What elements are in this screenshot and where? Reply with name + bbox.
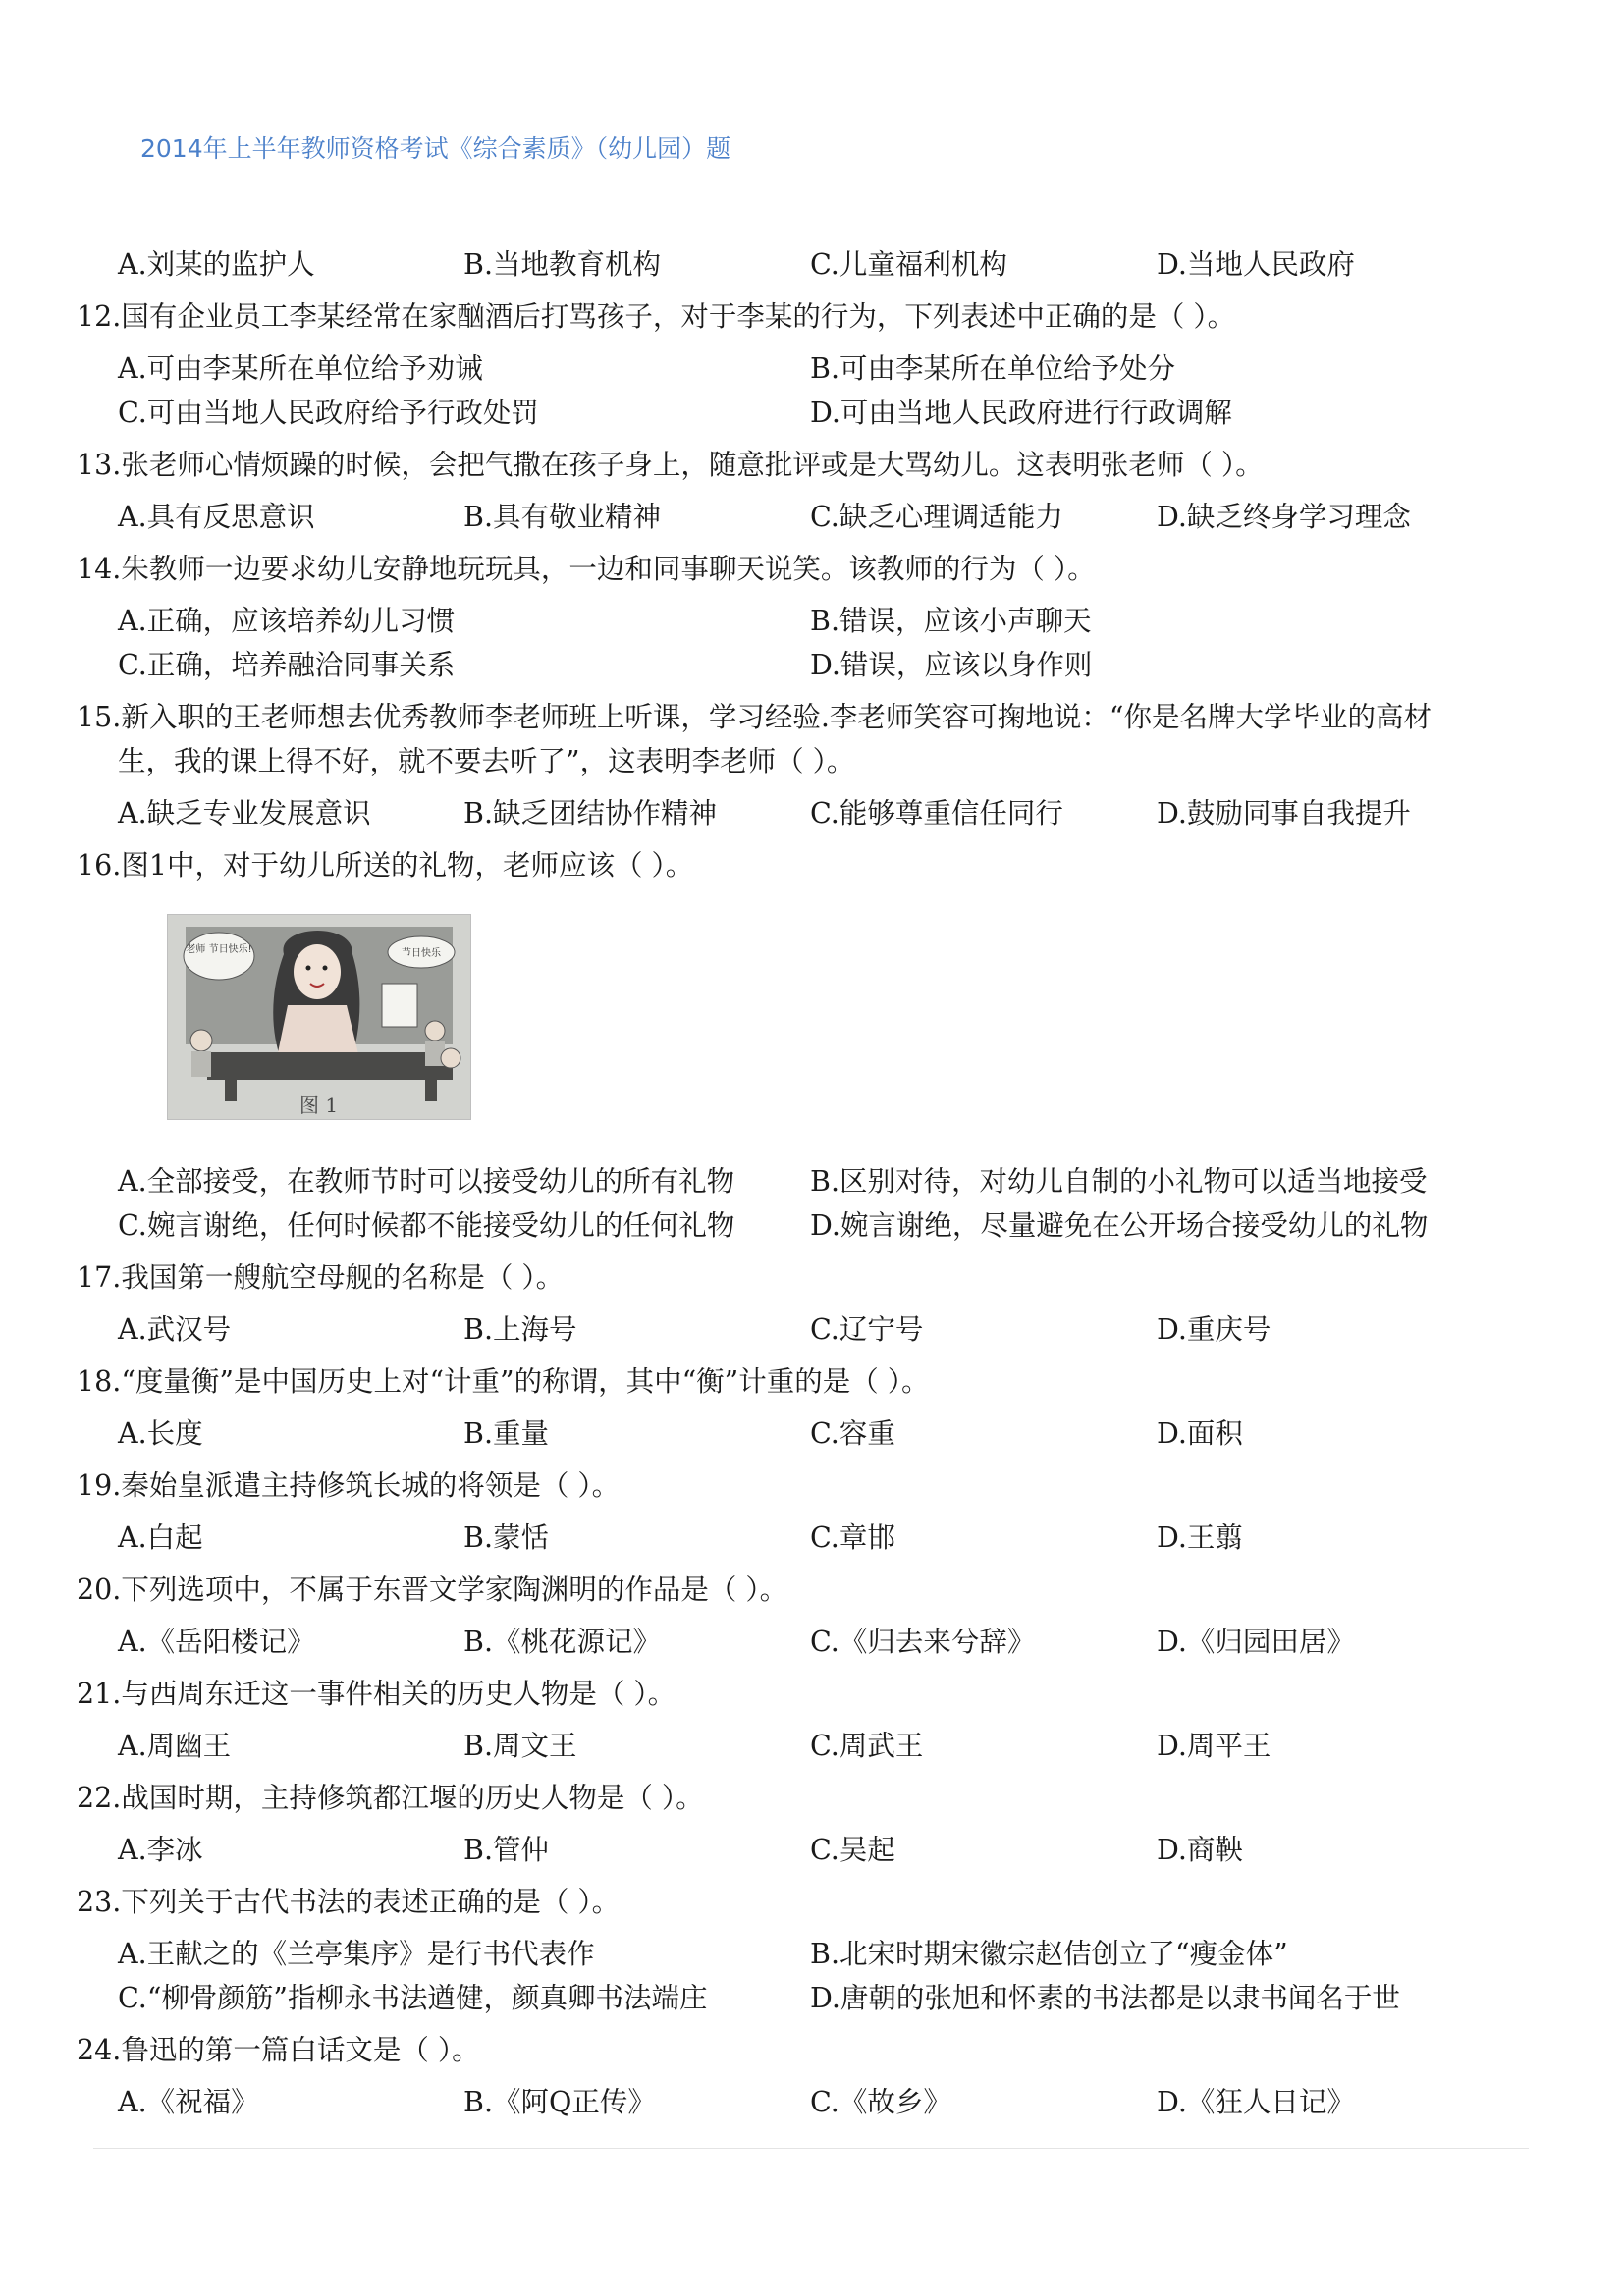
q18-option-a: A.长度 — [118, 1417, 203, 1450]
q23-stem: 23.下列关于古代书法的表述正确的是（ ）。 — [77, 1886, 621, 1918]
q11-option-c: C.儿童福利机构 — [810, 248, 1007, 281]
q19-option-b: B.蒙恬 — [463, 1522, 550, 1554]
footer-divider — [93, 2148, 1529, 2149]
figure-bubble-left-text: 老师 节日快乐! — [186, 944, 252, 955]
q14-option-b: B.错误，应该小声聊天 — [810, 605, 1092, 637]
q22-option-d: D.商鞅 — [1157, 1834, 1243, 1866]
q21-option-b: B.周文王 — [463, 1730, 577, 1762]
q17-option-b: B.上海号 — [463, 1313, 577, 1346]
q14-stem: 14.朱教师一边要求幼儿安静地玩玩具，一边和同事聊天说笑。该教师的行为（ ）。 — [77, 553, 1096, 585]
q20-stem: 20.下列选项中，不属于东晋文学家陶渊明的作品是（ ）。 — [77, 1574, 788, 1606]
q12-option-a: A.可由李某所在单位给予劝诫 — [118, 352, 483, 385]
q12-option-c: C.可由当地人民政府给予行政处罚 — [118, 397, 539, 429]
q18-option-b: B.重量 — [463, 1417, 550, 1450]
q15-option-a: A.缺乏专业发展意识 — [118, 797, 371, 829]
q22-option-a: A.李冰 — [118, 1834, 203, 1866]
q24-option-a: A.《祝福》 — [118, 2086, 259, 2118]
q13-stem: 13.张老师心情烦躁的时候，会把气撒在孩子身上，随意批评或是大骂幼儿。这表明张老师（ ）。 — [77, 449, 1264, 481]
q16-option-c: C.婉言谢绝，任何时候都不能接受幼儿的任何礼物 — [118, 1209, 735, 1242]
q16-option-d: D.婉言谢绝，尽量避免在公开场合接受幼儿的礼物 — [810, 1209, 1429, 1242]
q16-option-b: B.区别对待，对幼儿自制的小礼物可以适当地接受 — [810, 1165, 1428, 1198]
figure-bubble-right-text: 节日快乐 — [402, 948, 441, 959]
q24-stem: 24.鲁迅的第一篇白话文是（ ）。 — [77, 2034, 480, 2066]
q19-option-a: A.白起 — [118, 1522, 203, 1554]
q15-option-b: B.缺乏团结协作精神 — [463, 797, 718, 829]
q11-option-a: A.刘某的监护人 — [118, 248, 315, 281]
q23-option-b: B.北宋时期宋徽宗赵佶创立了“瘦金体” — [810, 1938, 1288, 1970]
q13-option-b: B.具有敬业精神 — [463, 501, 662, 533]
q21-stem: 21.与西周东迁这一事件相关的历史人物是（ ）。 — [77, 1678, 676, 1710]
q22-option-b: B.管仲 — [463, 1834, 550, 1866]
q15-stem-line2: 生，我的课上得不好，就不要去听了”，这表明李老师（ ）。 — [118, 745, 855, 777]
page-title: 2014年上半年教师资格考试《综合素质》（幼儿园）题 — [140, 134, 731, 163]
q15-option-d: D.鼓励同事自我提升 — [1157, 797, 1411, 829]
q24-option-b: B.《阿Q正传》 — [463, 2086, 656, 2118]
q17-option-a: A.武汉号 — [118, 1313, 232, 1346]
q14-option-c: C.正确，培养融洽同事关系 — [118, 649, 456, 681]
q24-option-c: C.《故乡》 — [810, 2086, 951, 2118]
q21-option-a: A.周幽王 — [118, 1730, 232, 1762]
q12-option-d: D.可由当地人民政府进行行政调解 — [810, 397, 1232, 429]
q18-option-c: C.容重 — [810, 1417, 895, 1450]
q23-option-d: D.唐朝的张旭和怀素的书法都是以隶书闻名于世 — [810, 1982, 1400, 2014]
q17-stem: 17.我国第一艘航空母舰的名称是（ ）。 — [77, 1261, 565, 1294]
q22-option-c: C.吴起 — [810, 1834, 895, 1866]
q21-option-c: C.周武王 — [810, 1730, 924, 1762]
q12-option-b: B.可由李某所在单位给予处分 — [810, 352, 1176, 385]
q18-stem: 18.“度量衡”是中国历史上对“计重”的称谓，其中“衡”计重的是（ ）。 — [77, 1365, 930, 1398]
q23-option-c: C.“柳骨颜筋”指柳永书法遒健，颜真卿书法端庄 — [118, 1982, 708, 2014]
figure-1-caption: 图 1 — [299, 1094, 339, 1117]
q14-option-d: D.错误，应该以身作则 — [810, 649, 1093, 681]
q16-stem: 16.图1中，对于幼儿所送的礼物，老师应该（ ）。 — [77, 849, 694, 881]
q19-option-c: C.章邯 — [810, 1522, 895, 1554]
q15-option-c: C.能够尊重信任同行 — [810, 797, 1063, 829]
q15-stem-line1: 15.新入职的王老师想去优秀教师李老师班上听课，学习经验.李老师笑容可掬地说：“你是名牌大学毕业的高材 — [77, 701, 1432, 733]
q19-stem: 19.秦始皇派遣主持修筑长城的将领是（ ）。 — [77, 1469, 621, 1502]
q24-option-d: D.《狂人日记》 — [1157, 2086, 1355, 2118]
q20-option-d: D.《归园田居》 — [1157, 1626, 1355, 1658]
q11-option-d: D.当地人民政府 — [1157, 248, 1355, 281]
q17-option-c: C.辽宁号 — [810, 1313, 924, 1346]
q20-option-c: C.《归去来兮辞》 — [810, 1626, 1036, 1658]
q18-option-d: D.面积 — [1157, 1417, 1243, 1450]
q21-option-d: D.周平王 — [1157, 1730, 1271, 1762]
q20-option-b: B.《桃花源记》 — [463, 1626, 662, 1658]
q20-option-a: A.《岳阳楼记》 — [118, 1626, 315, 1658]
q11-option-b: B.当地教育机构 — [463, 248, 662, 281]
q13-option-c: C.缺乏心理调适能力 — [810, 501, 1063, 533]
q23-option-a: A.王献之的《兰亭集序》是行书代表作 — [118, 1938, 595, 1970]
q14-option-a: A.正确，应该培养幼儿习惯 — [118, 605, 456, 637]
q16-option-a: A.全部接受，在教师节时可以接受幼儿的所有礼物 — [118, 1165, 735, 1198]
q13-option-a: A.具有反思意识 — [118, 501, 315, 533]
q13-option-d: D.缺乏终身学习理念 — [1157, 501, 1411, 533]
q12-stem: 12.国有企业员工李某经常在家酗酒后打骂孩子，对于李某的行为，下列表述中正确的是（ ）。 — [77, 300, 1236, 333]
q17-option-d: D.重庆号 — [1157, 1313, 1271, 1346]
q22-stem: 22.战国时期，主持修筑都江堰的历史人物是（ ）。 — [77, 1782, 704, 1814]
q19-option-d: D.王翦 — [1157, 1522, 1243, 1554]
